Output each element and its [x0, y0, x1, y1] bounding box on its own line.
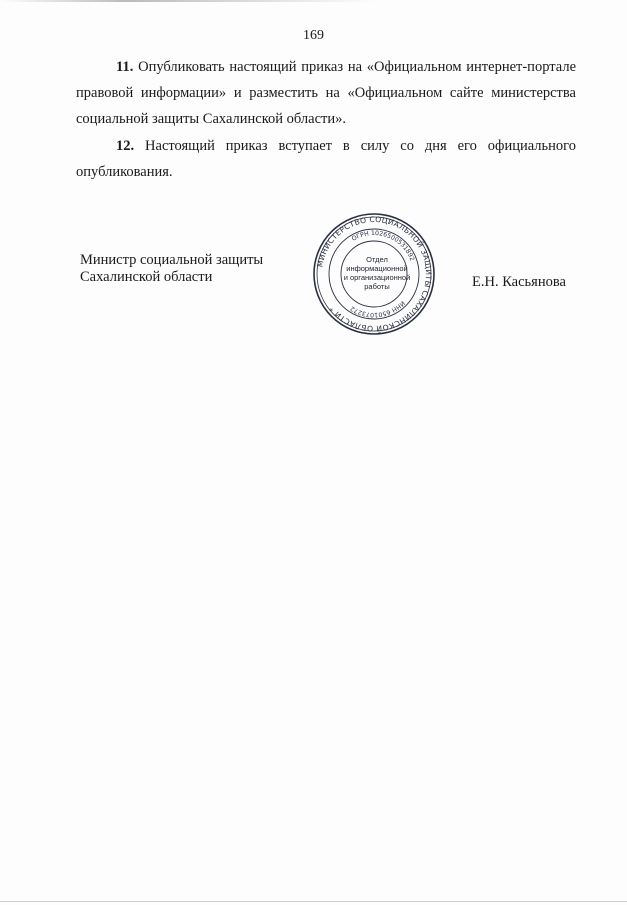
- seal-center-line-4: работы: [364, 282, 390, 291]
- seal-ogrn-text: ОГРН 1026500531892: [350, 229, 416, 262]
- seal-center-line-3: и организационной: [343, 273, 411, 282]
- signer-title-line-1: Министр социальной защиты: [80, 252, 264, 268]
- seal-center-line-1: Отдел: [366, 255, 388, 264]
- seal-outer-text: МИНИСТЕРСТВО СОЦИАЛЬНОЙ ЗАЩИТЫ САХАЛИНСКОЙ ОБЛАСТИ *: [315, 214, 434, 334]
- paragraph-text: Настоящий приказ вступает в силу со дня его официального опубликования.: [76, 138, 576, 180]
- paragraph-11: [76, 54, 576, 132]
- scan-artifact-bottom: [0, 901, 627, 902]
- scan-artifact-top: [0, 0, 627, 2]
- paragraph-text: Опубликовать настоящий приказ на «Официальном интернет-портале правовой информации» и разместить на «Официальном сайте министерства социальной защиты Сахалинской области».: [76, 59, 576, 127]
- signer-title: [80, 252, 263, 286]
- paragraph-number: 11.: [116, 59, 134, 75]
- paragraph-number: 12.: [116, 138, 135, 154]
- signer-name: Е.Н. Касьянова: [472, 274, 566, 290]
- seal-inn-text: ИНН 6501073272: [349, 299, 406, 319]
- page-number: 169: [303, 28, 324, 43]
- seal-center-label: [339, 255, 415, 291]
- signer-title-line-2: Сахалинской области: [80, 269, 213, 285]
- seal-center-line-2: информационной: [346, 264, 408, 273]
- paragraph-12: [76, 133, 576, 185]
